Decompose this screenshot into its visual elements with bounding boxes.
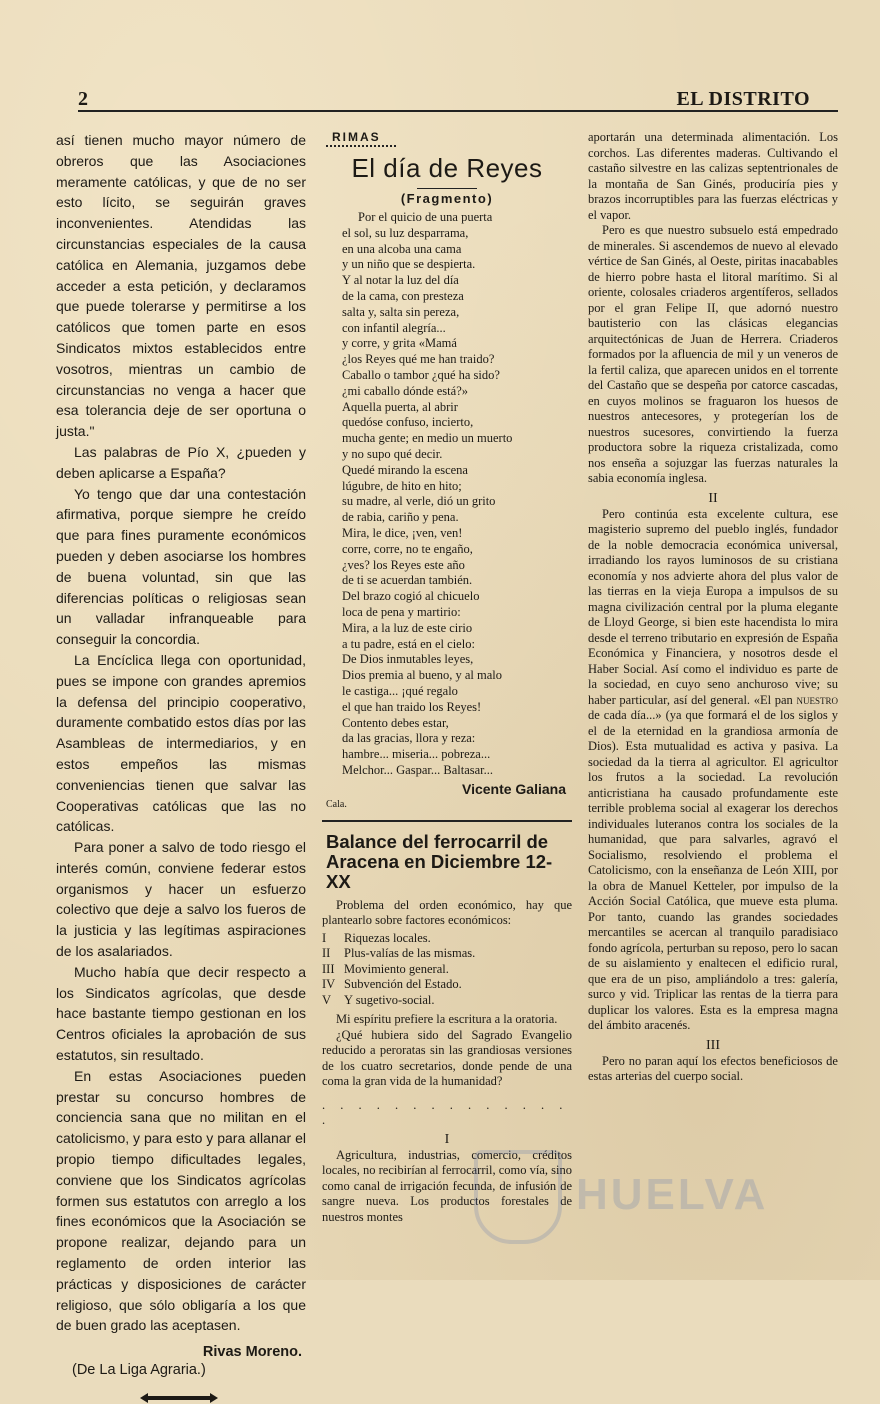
- paragraph: Problema del orden económico, hay que plantearlo sobre factores económicos:: [322, 897, 572, 928]
- poem-line: salta y, salta sin pereza,: [342, 304, 460, 319]
- poem-line: Mira, a la luz de este cirio: [342, 620, 473, 635]
- list-item-number: IV: [322, 977, 336, 992]
- paragraph: Pero no paran aquí los efectos beneficiosos de estas arterias del cuerpo social.: [588, 1053, 838, 1083]
- dotted-separator: . . . . . . . . . . . . . . .: [322, 1097, 569, 1127]
- poem-line: da las gracias, llora y reza:: [342, 731, 476, 746]
- list-item-number: III: [322, 961, 335, 976]
- paragraph: En estas Asociaciones pueden prestar su concurso hombres de conciencia sana que no militan en el catolicismo, y para esto y para allanar el propio tiempo dificultades legales, conviene que los Sindicatos agrícolas formen sus estatutos con arreglo a los fines económicos que la Asociación se propone realizar, dejando para un reglamento de orden interior las prácticas y disposiciones de carácter religioso, que sólo obligaría a los que de buen grado las aceptasen.: [56, 1067, 306, 1334]
- small-caps-word: nuestro: [796, 692, 839, 707]
- poem-line: ¿ves? los Reyes este año: [342, 557, 465, 572]
- column-left: [56, 130, 306, 1404]
- poem-line: el sol, su luz desparrama,: [342, 225, 469, 240]
- paragraph: [588, 507, 838, 1034]
- paragraph: Mi espíritu prefiere la escritura a la oratoria.: [336, 1012, 558, 1027]
- paragraph: aportarán una determinada alimentación. Los corchos. Las diferentes maderas. Cultivando el castaño silvestre en las calizas septentrionales de la montaña de San Ginés, produciría pies y brazos incorruptibles para las fuerzas eléctricas y el vapor.: [588, 130, 838, 222]
- section-number: I: [444, 1131, 450, 1147]
- paragraph: Para poner a salvo de todo riesgo el interés común, conviene federar estos organismos y hacer un esfuerzo colectivo que deje a salvo los fueros de la justicia y las legítimas aspiraciones de los asalariados.: [56, 839, 306, 960]
- poem-line: a tu padre, está en el cielo:: [342, 636, 475, 651]
- poem-place: Cala.: [326, 798, 347, 810]
- poem-line: Mira, le dice, ¡ven, ven!: [342, 525, 463, 540]
- poem-line: loca de pena y martirio:: [342, 604, 461, 619]
- paragraph: así tienen mucho mayor número de obreros que las Asociaciones meramente católicas, y que de no ser esto lícito, se seguirán graves inconvenientes. Atendidas las circunstancias especiales de la causa católica en Alemania, juzgamos debe acceder a esta petición, y declaramos que puede tolerarse y permitirse a los católicos que tomen parte en esos Sindicatos mixtos establecidos entre vosotros, mientras un cambio de circunstancias no venga a hacer que esa tolerancia deje de ser oportuna o justa.": [56, 132, 306, 440]
- list-item-text: Riquezas locales.: [344, 930, 431, 945]
- poem-line: lúgubre, de hito en hito;: [342, 478, 462, 493]
- list-item-text: Y sugetivo-social.: [344, 992, 435, 1007]
- list-item: [322, 977, 572, 993]
- page-header: [78, 88, 838, 112]
- article-source: (De La Liga Agraria.): [72, 1362, 206, 1379]
- poem-line: y no supo qué decir.: [342, 446, 443, 461]
- list-item: [322, 946, 572, 962]
- paragraph-part: de cada día...» (ya que formará el de los siglos y el de la eternidad en la grandiosa armonía de Dios). Esta mutualidad es activa y pasiva. La sociedad da la tierra al agricultor. El agricultor los frutos a la sociedad. La revolución anticristiana ha causado profundamente este terrible problema social al exagerar los derechos individuales luteranos contra los sociales de la humanidad, que para salvarles, agravó el Socialismo, resolviendo el problema el Catolicismo, con la enseñanza de León XIII, por la obra de Manuel Ketteler, por impulso de la Acción Social Católica, que mueve esta pluma. Por tanto, cuando las grandes sociedades mercantiles se acercan al tranquilo paradisiaco fondo agrícola, perturban su reposo, pero lo sacan de su aislamiento y enaltecen el edificio rural, que era de un piso, ampliándolo a tres: galería, surco y vid. Triplicar las rentas de la tierra para duplicar los valores. Esta es la empresa magna del ámbito aracenés.: [588, 708, 838, 1032]
- poem-line: Aquella puerta, al abrir: [342, 399, 458, 414]
- poem-line: y un niño que se despierta.: [342, 257, 476, 272]
- factor-list: [322, 931, 572, 1009]
- poem-line: de ti se acuerdan también.: [342, 573, 473, 588]
- list-item-text: Subvención del Estado.: [344, 977, 462, 992]
- paragraph: La Encíclica llega con oportunidad, pues se impone con grandes apremios la defensa del principio cooperativo, duramente combatido estos días por las Asambleas de intermediarios, y en estos empeños las mismas conveniencias tienen que salvar las Cooperativas católicas que las no católicas.: [56, 651, 306, 835]
- section-dotted-rule: [326, 145, 396, 147]
- list-item-number: II: [322, 946, 331, 961]
- library-watermark: [474, 1150, 774, 1240]
- section-number: II: [708, 490, 718, 506]
- paragraph: Agricultura, industrias, comercio, créditos locales, no recibirían al ferrocarril, como vía, sino como canal de irrigación fecunda, de infusión de sangre nueva. Los productos forestales de nuestros montes: [322, 1147, 572, 1224]
- poem-line: Por el quicio de una puerta: [358, 210, 493, 224]
- section-divider: [322, 820, 572, 822]
- poem-line: su madre, al verle, dió un grito: [342, 494, 496, 509]
- ornament-divider: [140, 1392, 218, 1404]
- paragraph-part: Pero continúa esta excelente cultura, ese magisterio supremo del pueblo inglés, fundador de la noble democracia económica universal, irradiando los rayos luminosos de su cristiana economía y nos advierte ahora del plus valor de las tierras en la vieja Europa a impulsos de su magna civilización central por la pluma elegante de Lloyd George, si bien este hacendista lo mira desde el terreno tributario en expresión de España Económica y Financiera, y nosotros desde el Haber Social. Así como el individuo es parte de la sociedad, en cuyo seno anchuroso vive; su haber particular, así del general. «El pan: [588, 506, 838, 707]
- poem-line: y corre, y grita «Mamá: [342, 336, 457, 351]
- poem-line: Del brazo cogió al chicuelo: [342, 589, 480, 604]
- poem-author: Vicente Galiana: [461, 780, 566, 797]
- column-right: [588, 130, 838, 1085]
- journal-title: EL DISTRITO: [676, 88, 810, 110]
- poem-line: ¿los Reyes qué me han traido?: [342, 352, 495, 367]
- poem-line: quedóse confuso, incierto,: [342, 415, 474, 430]
- poem-line: Dios premia al bueno, y al malo: [342, 668, 503, 683]
- page-number: 2: [78, 88, 88, 110]
- section-number: III: [706, 1037, 720, 1053]
- poem-line: hambre... miseria... pobreza...: [342, 747, 491, 762]
- list-item: [322, 993, 572, 1009]
- poem-body: [342, 210, 572, 779]
- poem-line: ¿mi caballo dónde está?»: [342, 383, 468, 398]
- poem-line: le castiga... ¡qué regalo: [342, 683, 458, 698]
- poem-line: en una alcoba una cama: [342, 241, 462, 256]
- poem-line: Caballo o tambor ¿qué ha sido?: [342, 367, 500, 382]
- poem-line: corre, corre, no te engaño,: [342, 541, 473, 556]
- poem-line: el que han traido los Reyes!: [342, 699, 482, 714]
- list-item-number: I: [322, 930, 327, 945]
- list-item-number: V: [322, 992, 332, 1007]
- paragraph: ¿Qué hubiera sido del Sagrado Evangelio reducido a peroratas sin las grandiosas versiones de los cuatro secretarios, donde pende de una coma la gran vida de la humanidad?: [322, 1027, 572, 1089]
- poem-line: mucha gente; en medio un muerto: [342, 431, 513, 446]
- poem-subtitle: (Fragmento): [400, 191, 494, 206]
- list-item: [322, 962, 572, 978]
- shield-icon: [474, 1150, 562, 1244]
- poem-line: de rabia, cariño y pena.: [342, 510, 459, 525]
- poem-line: de la cama, con presteza: [342, 288, 464, 303]
- poem-title-rule: [417, 188, 477, 189]
- column-middle: [322, 130, 572, 1225]
- poem-line: Y al notar la luz del día: [342, 273, 459, 288]
- list-item-text: Movimiento general.: [344, 961, 449, 976]
- poem-line: Melchor... Gaspar... Baltasar...: [342, 762, 494, 777]
- poem-line: Quedé mirando la escena: [342, 462, 468, 477]
- list-item: [322, 931, 572, 947]
- poem-line: con infantil alegría...: [342, 320, 446, 335]
- poem-line: De Dios inmutables leyes,: [342, 652, 474, 667]
- paragraph: Pero es que nuestro subsuelo está empedrado de minerales. Si ascendemos de nuevo al elevado vértice de San Ginés, al Oeste, piritas inacabables de hierro pobre hasta el litoral marítimo. Si al oriente, colosales criaderos argentíferos, sellados por el gran Felipe II, que adornó nuestro bautisterio con las clásicas elegancias arquitectónicas de Juan de Herrera. Criaderos formados por la afluencia de mil y un veneros de la fertil caliza, que aparecen unidos en el torrente del Castaño que se despeña por catorce cascadas, en cuyos molinos se fraguaron los huesos de nuestros antecesores, y protegerían los de nuestros sucesores, convirtiendo la fuerza productora sobre la riqueza cristalizada, como nos enseña a sojuzgar las fuerzas naturales la sabia economía inglesa.: [588, 223, 838, 485]
- article-title: Balance del ferrocarril de Aracena en Diciembre 12-XX: [326, 830, 553, 892]
- paragraph: Yo tengo que dar una contestación afirmativa, porque siempre he creído que para fines puramente económicos pueden y deben asociarse los hombres de buena voluntad, sin que las diferencias políticas o religiosas sean un valladar infranqueable para conseguir la concordia.: [56, 485, 306, 648]
- section-label-rimas: RIMAS: [332, 130, 381, 144]
- article-signature: Rivas Moreno.: [202, 1344, 302, 1361]
- list-item-text: Plus-valías de las mismas.: [344, 946, 476, 961]
- paragraph: Mucho había que decir respecto a los Sindicatos agrícolas, que desde hace bastante tiempo gestionan en los Centros oficiales la aprobación de sus estatutos, sin resultado.: [56, 963, 306, 1064]
- paragraph: Las palabras de Pío X, ¿pueden y deben aplicarse a España?: [56, 443, 306, 481]
- poem-title: El día de Reyes: [351, 153, 543, 183]
- poem-line: Contento debes estar,: [342, 715, 449, 730]
- watermark-text: HUELVA: [576, 1170, 769, 1219]
